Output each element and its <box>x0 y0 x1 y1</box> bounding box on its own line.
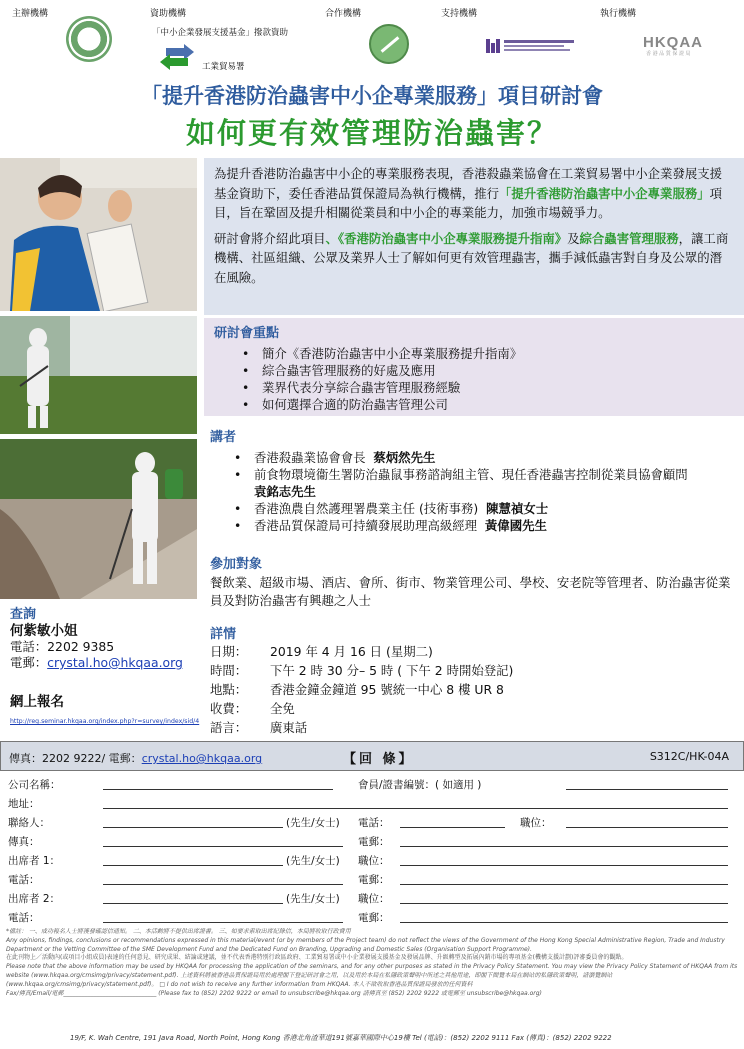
highlights-list <box>214 345 734 413</box>
list-item: • 如何選擇合適的防治蟲害管理公司 <box>214 396 734 413</box>
speaker-item <box>210 449 740 466</box>
photo-inspector-writing <box>0 158 197 311</box>
attendee2-position-field[interactable] <box>400 891 728 904</box>
detail-value: 廣東話 <box>270 720 308 735</box>
company-label: 公司名稱： <box>8 779 61 791</box>
reply-form-code: S312C/HK-04A <box>649 750 729 763</box>
details-time-row <box>210 661 740 680</box>
sponsor-name: 工業貿易署 <box>202 62 245 72</box>
enquiry-phone: 2202 9385 <box>47 639 115 654</box>
enquiry-section <box>10 607 206 671</box>
registration-url-line-1[interactable]: http://reg.seminar.hkqaa.org/index.php?r=survey/index/sid/4 <box>10 718 200 725</box>
details-section <box>210 623 740 737</box>
fax-field[interactable] <box>103 834 343 847</box>
speaker-item <box>210 466 740 500</box>
contact-email-field[interactable] <box>400 834 728 847</box>
speaker-name: 陳慧禎女士 <box>486 501 549 516</box>
details-fee-row <box>210 699 740 718</box>
fax-label: 傳真： <box>8 836 40 848</box>
intro-p2-highlight-1: 、《香港防治蟲害中小企專業服務提升指南》 <box>325 230 568 246</box>
speaker-role: 香港漁農自然護理署農業主任 (技術事務) <box>254 501 479 516</box>
address-field[interactable] <box>103 796 728 809</box>
attendee2-phone-field[interactable] <box>103 910 343 923</box>
details-date-row <box>210 642 740 661</box>
detail-value: 2019 年 4 月 16 日 (星期二) <box>270 644 433 659</box>
audience-text: 餐飲業、超級市場、酒店、會所、街市、物業管理公司、學校、安老院等管理者、防治蟲害從業員及對防治蟲害有興趣之人士 <box>210 575 731 608</box>
footer-address: 19/F, K. Wah Centre, 191 Java Road, North Point, Hong Kong 香港北角渣華道191號嘉華國際中心19樓 Tel (電話)：(852) 2202 9111 Fax (傳真)：(852) 2202 9222 <box>70 1034 612 1042</box>
remark-text: *備註： 一、成功報名人士將獲發確認信通知。 二、本活動將不提供出席證書。 三、如要求索取出席紀錄信，本局將收取行政費用 <box>6 928 351 935</box>
company-field[interactable] <box>103 777 333 790</box>
sponsor-text: 「中小企業發展支援基金」撥款資助 <box>152 28 289 38</box>
speaker-name: 袁銘志先生 <box>254 484 316 499</box>
audience-section <box>210 553 740 610</box>
seminar-title: 「提升香港防治蟲害中小企專業服務」項目研討會 <box>141 84 603 108</box>
attendee1-phone-label: 電話： <box>8 874 40 886</box>
hkqaa-logo: HKQAA <box>643 34 703 51</box>
detail-key: 日期： <box>210 644 248 659</box>
trade-department-arrow-icon <box>158 44 196 74</box>
contact-phone-field[interactable] <box>400 815 505 828</box>
detail-value: 香港金鐘金鐘道 95 號統一中心 8 樓 UR 8 <box>270 682 504 697</box>
contact-position-label: 職位： <box>520 817 552 829</box>
speakers-section <box>210 426 740 534</box>
detail-key: 時間： <box>210 663 248 678</box>
partner-label: 合作機構 <box>325 9 362 19</box>
detail-key: 收費： <box>210 701 248 716</box>
attendee1-email-field[interactable] <box>400 872 728 885</box>
attendee2-position-label: 職位： <box>358 893 390 905</box>
reply-slip-title: 【回 條】 <box>343 752 415 767</box>
detail-key: 語言： <box>210 720 248 735</box>
enquiry-phone-row <box>10 639 206 655</box>
intro-p2-highlight-2: 綜合蟲害管理服務 <box>579 230 679 246</box>
details-venue-row <box>210 680 740 699</box>
intro-p1-text-b: 項目，旨在鞏固及提升相關從業員和中小企的專業能力，加強市場競爭力。 <box>214 185 723 220</box>
form-row-fax <box>8 834 736 848</box>
disclaimer-en: Any opinions, findings, conclusions or recommendations expressed in this material/event (or by members of the Project team) do not reflect the views of the Government of the Hong Kong Special Administrative Region, Trade and Industry Department or the Vetting Committee of the SME Development Fund and the Dedicated Fund on Branding, Upgrading and Domestic Sales (Organisation Support Programme). <box>6 936 725 953</box>
contact-position-field[interactable] <box>566 815 728 828</box>
intro-p1-text-a: 為提升香港防治蟲害中小企的專業服務表現，香港殺蟲業協會在工業貿易署中小企業發展支援基金資助下，委任香港品質保證局為執行機構，推行 <box>214 166 723 201</box>
partner-logo-icon <box>369 24 409 64</box>
form-row-address <box>8 796 736 810</box>
detail-value: 全免 <box>270 701 295 716</box>
reply-email-link[interactable]: crystal.ho@hkqaa.org <box>141 752 263 765</box>
list-item: • 業界代表分享綜合蟲害管理服務經驗 <box>214 379 734 396</box>
attendee1-phone-field[interactable] <box>103 872 343 885</box>
attendee1-field[interactable] <box>103 853 283 866</box>
details-heading: 詳情 <box>210 627 237 642</box>
member-label: 會員/證書編號：( 如適用 ) <box>358 779 482 791</box>
supporter-logo-icon <box>486 37 576 55</box>
speaker-name: 黃偉國先生 <box>484 518 547 533</box>
sprayer-figure-1 <box>0 316 197 434</box>
reply-slip-header <box>0 741 744 771</box>
form-row-attendee2 <box>8 891 736 905</box>
member-field[interactable] <box>566 777 728 790</box>
speaker-name: 蔡炳然先生 <box>373 450 436 465</box>
seminar-headline: 如何更有效管理防治蟲害？ <box>185 116 558 150</box>
notes-section <box>6 928 738 998</box>
form-row-attendee2-contact <box>8 910 736 924</box>
gender-label: (先生/女士) <box>286 817 340 829</box>
pest-control-association-logo-icon <box>66 16 112 62</box>
attendee2-phone-label: 電話： <box>8 912 40 924</box>
intro-paragraph-1 <box>214 164 734 223</box>
sponsor-label: 資助機構 <box>150 9 187 19</box>
supporter-label: 支持機構 <box>441 9 478 19</box>
highlights-heading: 研討會重點 <box>214 326 280 341</box>
intro-paragraph-2 <box>214 229 734 288</box>
attendee1-position-label: 職位： <box>358 855 390 867</box>
attendee1-label: 出席者 1： <box>8 855 61 867</box>
attendee2-email-field[interactable] <box>400 910 728 923</box>
sprayer-figure-2 <box>0 439 197 599</box>
speaker-role: 香港品質保證局可持續發展助理高級經理 <box>254 518 478 533</box>
speaker-role: 香港殺蟲業協會會長 <box>254 450 366 465</box>
address-label: 地址： <box>8 798 40 810</box>
form-row-contact <box>8 815 736 829</box>
form-row-attendee1 <box>8 853 736 867</box>
form-row-attendee1-contact <box>8 872 736 886</box>
unsubscribe-line: Fax/傳真/Email/電郵_______________________________ (Please fax to (852) 2202 9222 or email to unsubscribe@hkqaa.org 請傳真至 (852) 2202 9222 或電郵至 unsubscribe@hkqaa.org) <box>6 989 542 997</box>
seminar-highlights <box>204 318 744 416</box>
intro-p2-text-b: 及 <box>567 230 580 246</box>
registration-heading: 網上報名 <box>10 694 64 710</box>
attendee2-field[interactable] <box>103 891 283 904</box>
reply-fax-label: 傳真：2202 9222/ 電郵： <box>9 752 142 765</box>
speaker-role: 前食物環境衞生署防治蟲鼠事務諮詢組主管、現任香港蟲害控制從業員協會顧問 <box>254 467 688 482</box>
gender-label: (先生/女士) <box>286 893 340 905</box>
enquiry-contact-name: 何紫敏小姐 <box>10 623 78 639</box>
phone-label: 電話： <box>10 639 48 654</box>
disclaimer-zh: 在此刊物上／活動內(或項目小組成員)表達的任何意見、研究成果、結論或建議，並不代表香港特別行政區政府、工業貿易署或中小企業發展支援基金及發展品牌、升級轉型及拓展內銷市場的專項基金(機構支援計劃)評審委員會的觀點。 <box>6 954 628 962</box>
attendee2-email-label: 電郵： <box>358 912 390 924</box>
list-item: • 綜合蟲害管理服務的好處及應用 <box>214 362 734 379</box>
contact-label: 聯絡人： <box>8 817 50 829</box>
contact-phone-label: 電話： <box>358 817 390 829</box>
attendee2-label: 出席者 2： <box>8 893 61 905</box>
speakers-heading: 講者 <box>210 430 237 445</box>
attendee1-position-field[interactable] <box>400 853 728 866</box>
organiser-label: 主辦機構 <box>12 9 49 19</box>
intro-p2-text-c: ，讓工商機構、社區組織、公眾及業界人士了解如何更有效管理蟲害，攜手減低蟲害對自身及公眾的潛在風險。 <box>214 230 729 285</box>
intro-p2-text-a: 研討會將介紹此項目 <box>214 230 326 246</box>
gender-label: (先生/女士) <box>286 855 340 867</box>
form-row-company <box>8 777 736 791</box>
contact-email-label: 電郵： <box>358 836 390 848</box>
enquiry-email-row <box>10 655 206 671</box>
contact-field[interactable] <box>103 815 283 828</box>
privacy-statement: Please note that the above information may be used by HKQAA for processing the application of the seminars, and for any other purposes as stated in the Privacy Policy Statement. You may view the Privacy Policy Statement of HKQAA from its website (www.hkqaa.org/cmsimg/privacy/statement.pdf). 上述資料將被香港品質保證局用於處理閣下登記研討會之用，以及用於本局在私隱政策聲明中所述之其他用途，即閣下閱覽本局在網站的私隱政策聲明，請瀏覽網站 (www.hkqaa.org/cmsimg/privacy/statement.pdf)。 □ I do not wish to receive any further information from HKQAA. 本人不欲收取香港品質保證局發放的任何資料 <box>6 963 738 988</box>
attendee1-email-label: 電郵： <box>358 874 390 886</box>
inspector-figure <box>0 158 197 311</box>
intro-p1-highlight: 「提升香港防治蟲害中小企專業服務」 <box>498 185 710 201</box>
speaker-item <box>210 517 740 534</box>
intro-block <box>204 158 744 315</box>
detail-value: 下午 2 時 30 分– 5 時 ( 下午 2 時開始登記) <box>270 663 514 678</box>
enquiry-heading: 查詢 <box>10 607 37 622</box>
speakers-list <box>210 449 740 534</box>
photo-worker-spraying-path <box>0 439 197 599</box>
detail-key: 地點： <box>210 682 248 697</box>
audience-heading: 參加對象 <box>210 557 263 572</box>
enquiry-email-link[interactable]: crystal.ho@hkqaa.org <box>47 655 183 670</box>
implementer-label: 執行機構 <box>600 9 637 19</box>
speaker-item <box>210 500 740 517</box>
list-item: • 簡介《香港防治蟲害中小企專業服務提升指南》 <box>214 345 734 362</box>
photo-worker-spraying-garden <box>0 316 197 434</box>
reply-contact <box>9 750 262 766</box>
hkqaa-logo-subtitle: 香 港 品 質 保 證 局 <box>646 51 691 57</box>
details-language-row <box>210 718 740 737</box>
email-label: 電郵： <box>10 655 48 670</box>
header-logos <box>0 6 744 76</box>
